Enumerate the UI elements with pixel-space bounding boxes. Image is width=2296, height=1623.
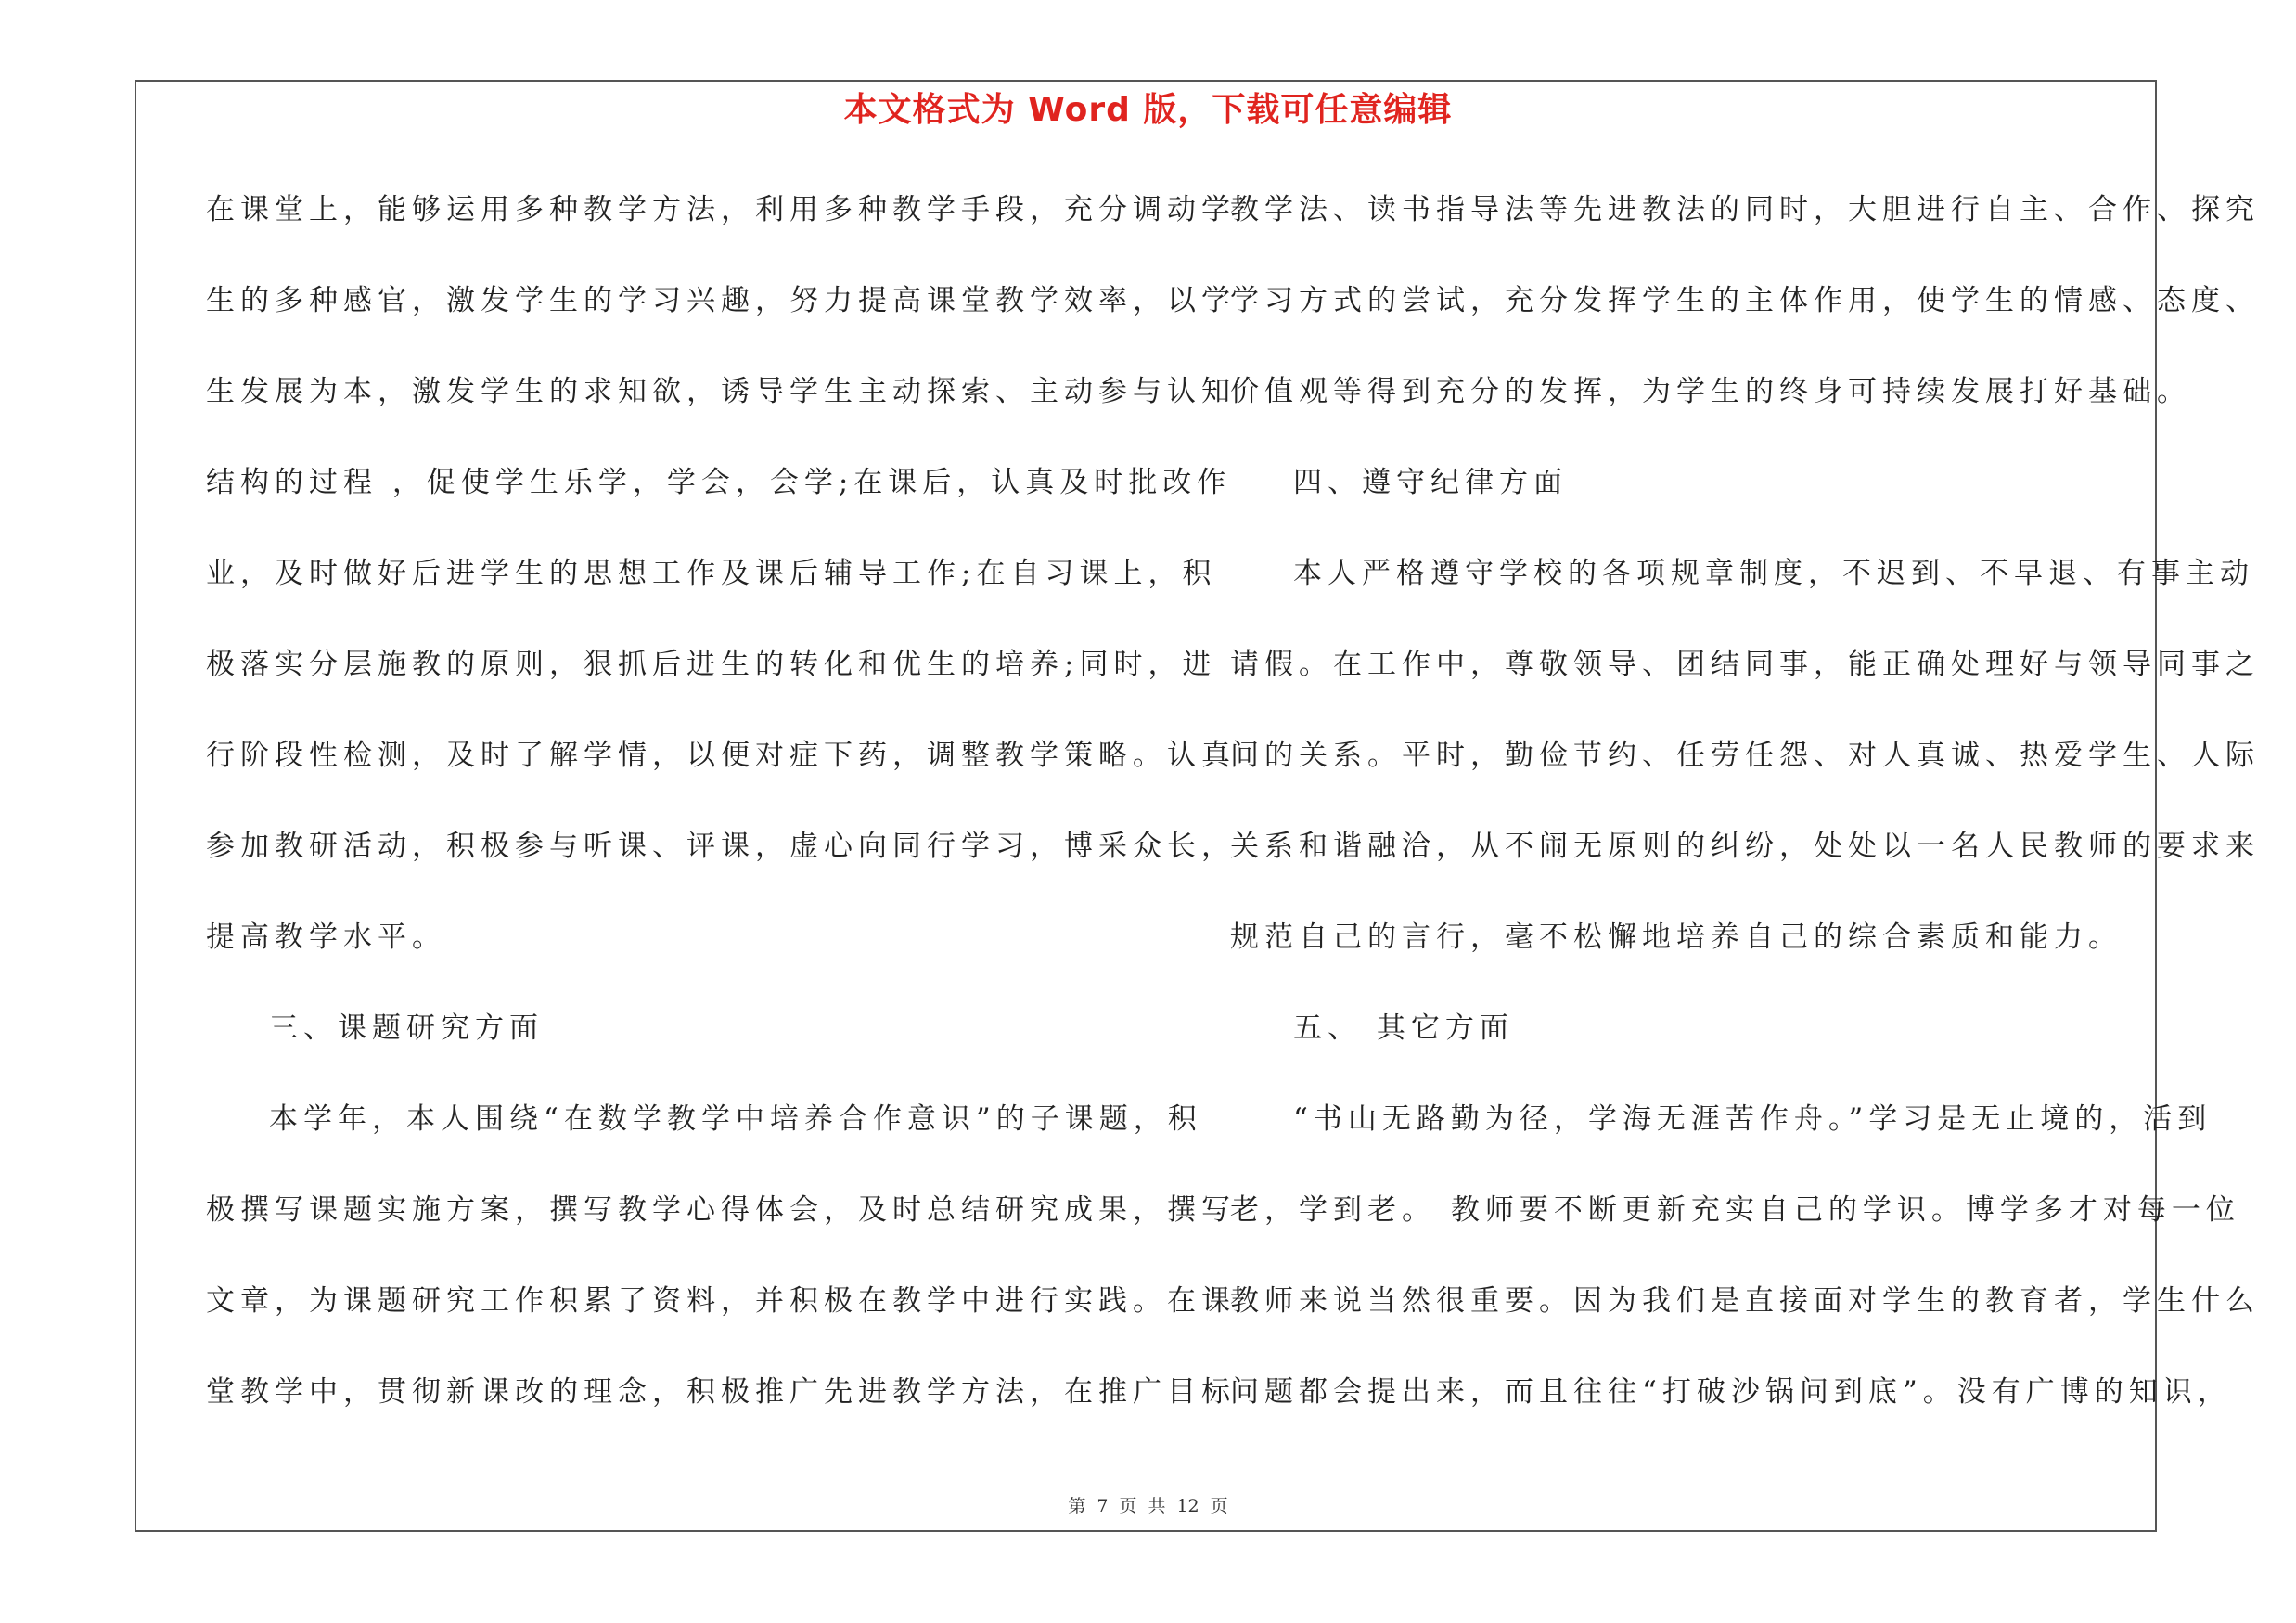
section-heading: 四、遵守纪律方面 (1293, 466, 1568, 499)
footer-total-word: 共 (1148, 1496, 1166, 1516)
body-line: 问题都会提出来，而且往往“打破沙锅问到底”。没有广博的知识， (1230, 1375, 2232, 1409)
body-line: 业，及时做好后进学生的思想工作及课后辅导工作;在自习课上，积 (206, 557, 1217, 590)
body-line: 行阶段性检测，及时了解学情，以便对症下药，调整教学策略。认真 (206, 739, 1236, 772)
body-line: 堂教学中，贯彻新课改的理念，积极推广先进教学方法，在推广目标 (206, 1375, 1236, 1409)
body-line: 结构的过程 ，促使学生乐学，学会，会学;在课后，认真及时批改作 (206, 466, 1232, 499)
body-line: 文章，为课题研究工作积累了资料，并积极在教学中进行实践。在课 (206, 1284, 1236, 1318)
body-line: 学习方式的尝试，充分发挥学生的主体作用，使学生的情感、态度、 (1230, 284, 2260, 317)
body-line: 请假。在工作中，尊敬领导、团结同事，能正确处理好与领导同事之 (1230, 648, 2260, 681)
current-page-number: 7 (1097, 1496, 1109, 1516)
body-line: “书山无路勤为径，学海无涯苦作舟。”学习是无止境的，活到 (1293, 1102, 2213, 1136)
body-line: 本学年，本人围绕“在数学教学中培养合作意识”的子课题，积 (269, 1102, 1202, 1136)
body-line: 生的多种感官，激发学生的学习兴趣，努力提高课堂教学效率，以学 (206, 284, 1236, 317)
body-line: 教学法、读书指导法等先进教法的同时，大胆进行自主、合作、探究 (1230, 193, 2260, 226)
body-line: 价值观等得到充分的发挥，为学生的终身可持续发展打好基础。 (1230, 375, 2191, 408)
body-line: 规范自己的言行，毫不松懈地培养自己的综合素质和能力。 (1230, 921, 2123, 954)
right-column (1230, 183, 2260, 1456)
body-line: 参加教研活动，积极参与听课、评课，虚心向同行学习，博采众长， (206, 830, 1236, 863)
body-line: 本人严格遵守学校的各项规章制度，不迟到、不早退、有事主动 (1293, 557, 2254, 590)
body-line: 关系和谐融洽，从不闹无原则的纠纷，处处以一名人民教师的要求来 (1230, 830, 2260, 863)
footer-prefix: 第 (1068, 1496, 1086, 1516)
left-column (206, 183, 1236, 1456)
body-line: 生发展为本，激发学生的求知欲，诱导学生主动探索、主动参与认知 (206, 375, 1236, 408)
body-line: 极撰写课题实施方案，撰写教学心得体会，及时总结研究成果，撰写 (206, 1193, 1236, 1227)
page-number-footer (0, 1492, 2296, 1520)
footer-suffix: 页 (1210, 1496, 1228, 1516)
body-line: 在课堂上，能够运用多种教学方法，利用多种教学手段，充分调动学 (206, 193, 1236, 226)
body-line: 教师来说当然很重要。因为我们是直接面对学生的教育者，学生什么 (1230, 1284, 2260, 1318)
format-banner: 本文格式为 Word 版，下载可任意编辑 (843, 91, 1453, 129)
body-line: 极落实分层施教的原则，狠抓后进生的转化和优生的培养;同时，进 (206, 648, 1217, 681)
body-line: 老，学到老。 教师要不断更新充实自己的学识。博学多才对每一位 (1230, 1193, 2240, 1227)
footer-page-word: 页 (1119, 1496, 1137, 1516)
total-page-number: 12 (1176, 1496, 1199, 1516)
body-line: 提高教学水平。 (206, 921, 446, 954)
section-heading: 三、课题研究方面 (269, 1011, 544, 1045)
section-heading: 五、 其它方面 (1293, 1011, 1514, 1045)
body-line: 间的关系。平时，勤俭节约、任劳任怨、对人真诚、热爱学生、人际 (1230, 739, 2260, 772)
